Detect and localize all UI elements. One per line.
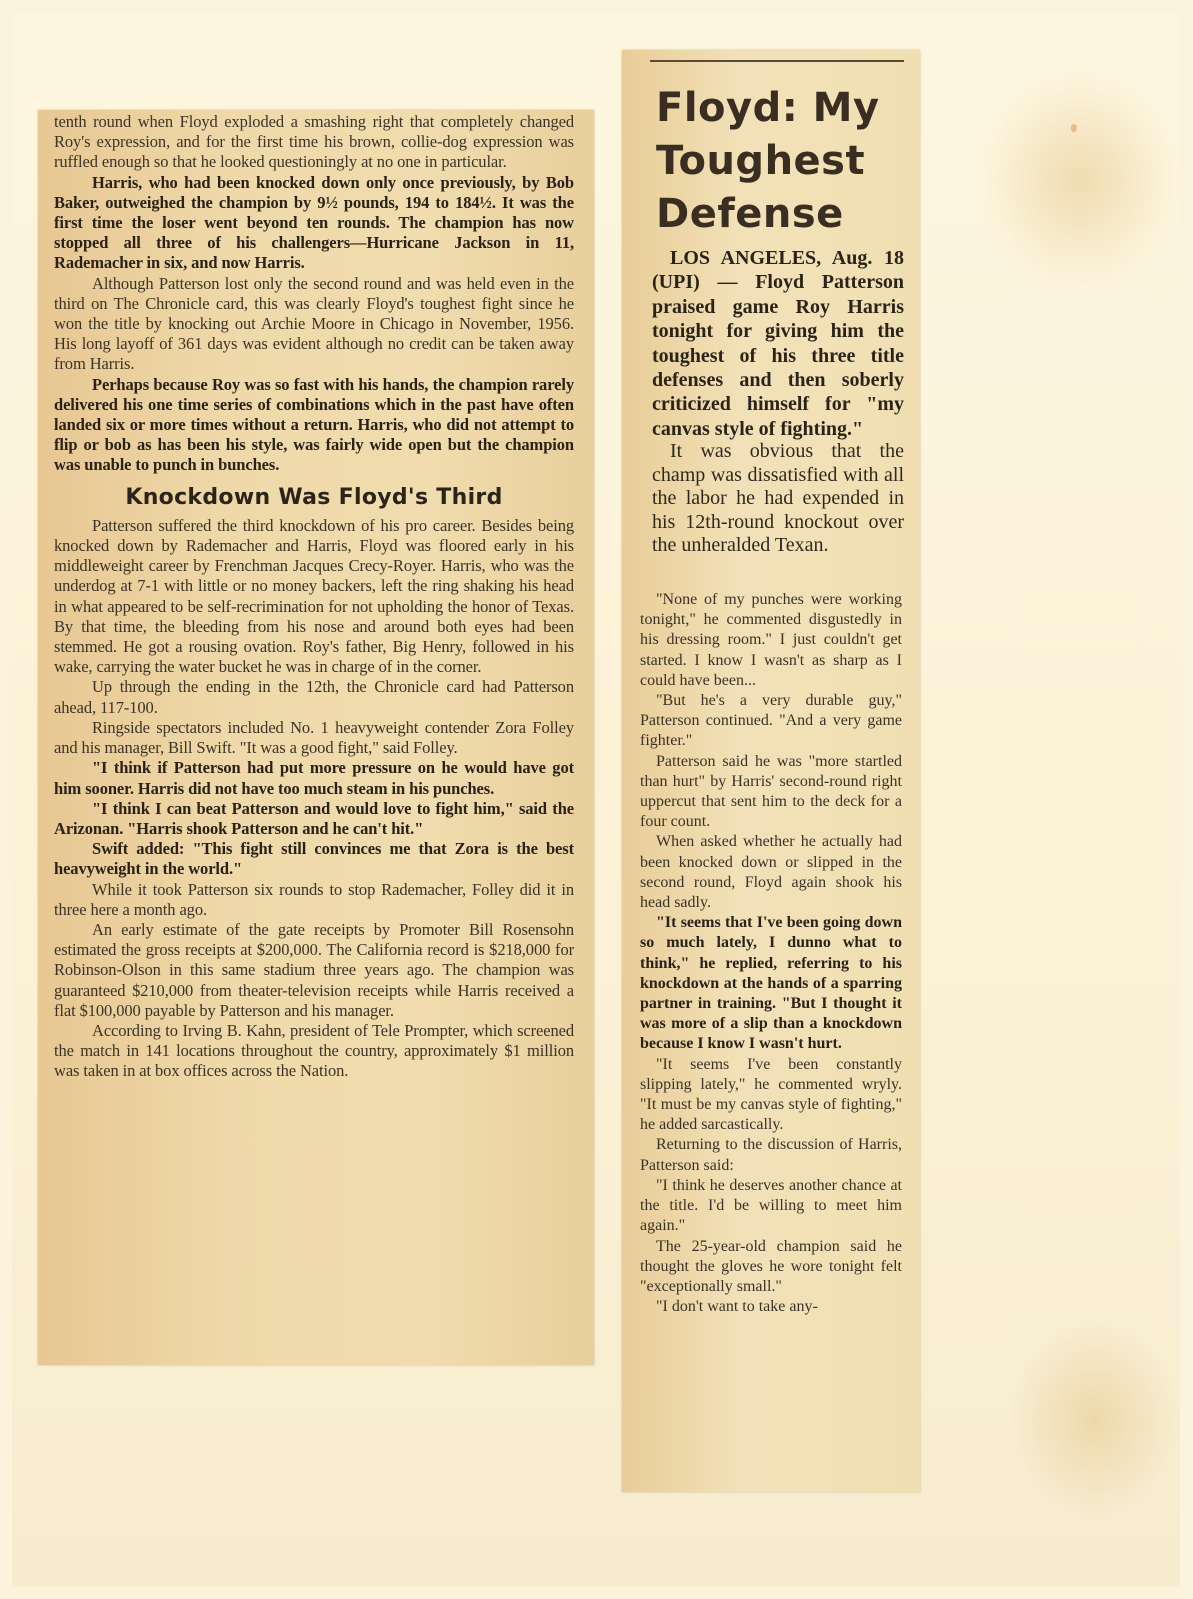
article-paragraph: "None of my punches were working tonight," he commented disgustedly in his dressing room." I just couldn't get started. I know I wasn't as sharp as I could have been...	[640, 591, 902, 689]
headline-line: Defense	[656, 191, 844, 237]
article-paragraph: Returning to the discussion of Harris, Patterson said:	[640, 1136, 902, 1174]
article-paragraph: Patterson said he was "more startled than hurt" by Harris' second-round right uppercut that sent him to the deck for a four count.	[640, 752, 902, 831]
article-paragraph: "It seems that I've been going down so much lately, I dunno what to think," he replied, referring to his knockdown at the hands of a sparring partner in training. "But I thought it was more of a slip than a knockdown because I know I wasn't hurt.	[640, 914, 902, 1053]
headline-line: Floyd: My	[656, 85, 880, 131]
article-subheading: Knockdown Was Floyd's Third	[125, 484, 503, 510]
article-paragraph: While it took Patterson six rounds to stop Rademacher, Folley did it in three here a month ago.	[54, 879, 574, 919]
article-paragraph: "I think he deserves another chance at the title. I'd be willing to meet him again."	[640, 1176, 902, 1235]
ink-spot	[1071, 124, 1077, 132]
article-paragraph: The 25-year-old champion said he thought the gloves he wore tonight felt "exceptionally small."	[640, 1237, 902, 1295]
article-paragraph: Harris, who had been knocked down only once previously, by Bob Baker, outweighed the champion by 9½ pounds, 194 to 184½. It was the first time the loser went beyond ten rounds. The champion has now stopped all three of his challengers—Hurricane Jackson in 11, Rademacher in six, and now Harris.	[54, 172, 574, 273]
article-paragraph: It was obvious that the champ was dissatisfied with all the labor he had expended in his 12th-round knockout over the unheralded Texan.	[652, 440, 904, 557]
article-headline	[656, 82, 906, 241]
article-paragraph: "But he's a very durable guy," Patterson continued. "And a very game fighter."	[640, 692, 902, 750]
article-paragraph: Up through the ending in the 12th, the Chronicle card had Patterson ahead, 117-100.	[54, 677, 574, 717]
headline-line: Toughest	[656, 138, 866, 184]
article-paragraph: tenth round when Floyd exploded a smashing right that completely changed Roy's expression, and for the first time his brown, collie-dog expression was ruffled enough so that he looked questioningly at no one in particular.	[54, 112, 574, 172]
article-second-paragraph	[652, 440, 904, 558]
article-paragraph: "I think if Patterson had put more pressure on he would have got him sooner. Harris did not have too much steam in his punches.	[54, 758, 574, 798]
article-lead: LOS ANGELES, Aug. 18 (UPI) — Floyd Patterson praised game Roy Harris tonight for giving him the toughest of his three title defenses and then soberly criticized himself for "my canvas style of fighting."	[652, 247, 904, 440]
article-paragraph: According to Irving B. Kahn, president of Tele Prompter, which screened the match in 141 locations throughout the country, approximately $1 million was taken in at box offices across the Nation.	[54, 1020, 574, 1081]
article-paragraph: "It seems I've been constantly slipping lately," he commented wryly. "It must be my canvas style of fighting," he added sarcastically.	[640, 1055, 902, 1134]
article-paragraph: Ringside spectators included No. 1 heavyweight contender Zora Folley and his manager, Bill Swift. "It was a good fight," said Folley.	[54, 717, 574, 758]
article-paragraph: "I think I can beat Patterson and would love to fight him," said the Arizonan. "Harris shook Patterson and he can't hit."	[54, 798, 574, 838]
article-paragraph: Patterson suffered the third knockdown of his pro career. Besides being knocked down by Rademacher and Harris, Floyd was floored early in his middleweight career by Frenchman Jacques Crecy-Royer. Harris, who was the underdog at 7-1 with little or no money backers, left the ring shaking his head in what appeared to be self-recrimination for not upholding the honor of Texas. By that time, the bleeding from his nose and around both eyes had been stemmed. He got a rousing ovation. Roy's father, Big Henry, followed in his wake, carrying the water bucket he was in charge of in the corner.	[54, 515, 574, 677]
article-paragraph: An early estimate of the gate receipts by Promoter Bill Rosensohn estimated the gross receipts at $200,000. The California record is $218,000 for Robinson-Olson in this same stadium three years ago. The champion was guaranteed $210,000 from theater-television receipts while Harris received a flat $100,000 payable by Patterson and his manager.	[54, 919, 574, 1020]
paper-stain	[1010, 1320, 1180, 1520]
main-article-body	[640, 590, 902, 1317]
article-paragraph: Although Patterson lost only the second round and was held even in the third on The Chronicle card, this was clearly Floyd's toughest fight since he won the title by knocking out Archie Moore in Chicago in November, 1956. His long layoff of 361 days was evident although no credit can be taken away from Harris.	[54, 273, 574, 374]
headline-rule	[650, 60, 904, 62]
article-paragraph: Perhaps because Roy was so fast with his hands, the champion rarely delivered his one time series of combinations which in the past have often landed six or more times without a return. Harris, who did not attempt to flip or bob as has been his style, was fairly wide open but the champion was unable to punch in bunches.	[54, 374, 574, 475]
paper-stain	[980, 70, 1180, 290]
article-paragraph: When asked whether he actually had been knocked down or slipped in the second round, Floyd again shook his head sadly.	[640, 833, 902, 912]
article-paragraph: Swift added: "This fight still convinces me that Zora is the best heavyweight in the world."	[54, 839, 574, 879]
article-paragraph: "I don't want to take any-	[656, 1298, 818, 1316]
continued-article-text	[54, 112, 574, 1082]
